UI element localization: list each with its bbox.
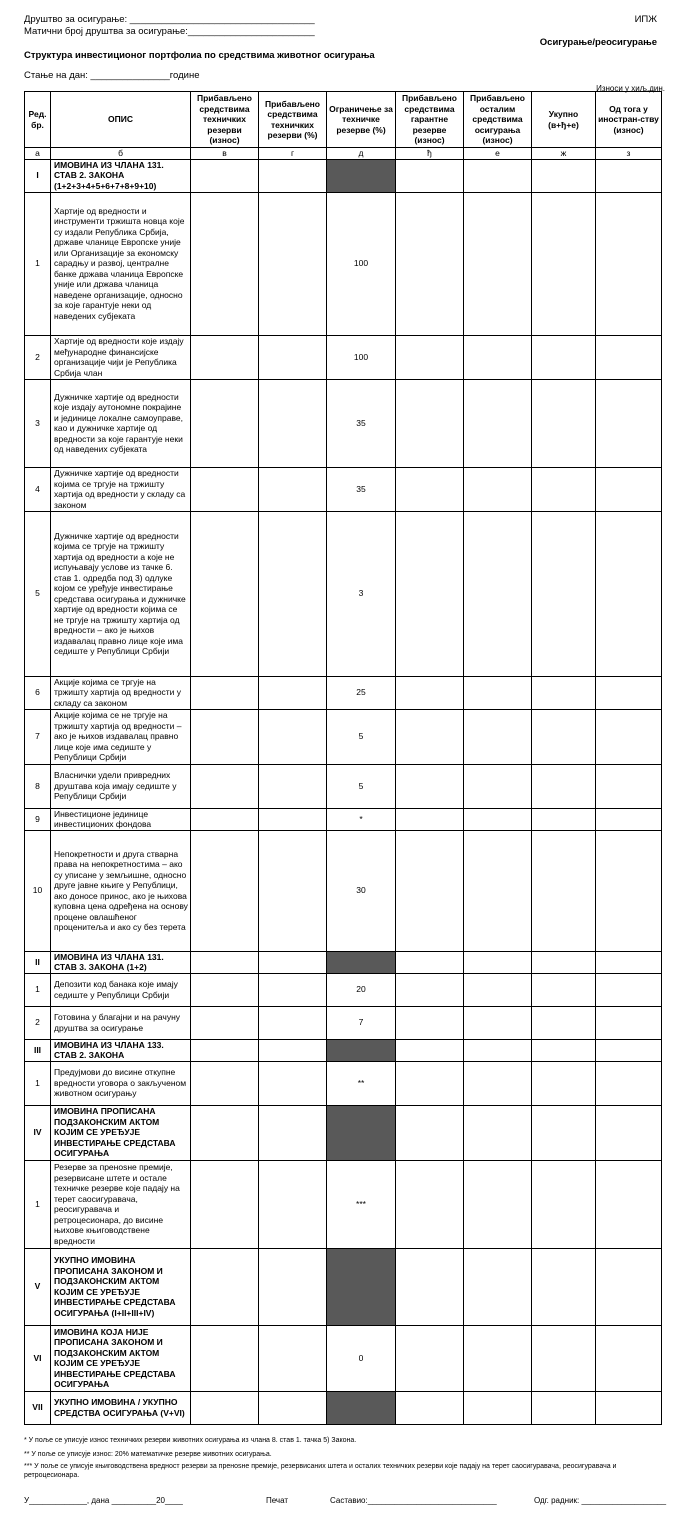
- col-header-description: ОПИС: [51, 92, 191, 148]
- row-number: 8: [25, 764, 51, 808]
- amount-input-cell[interactable]: [596, 1325, 662, 1391]
- col-header-tech-reserve-amount: Прибављено средствима техничких резерви (износ): [191, 92, 259, 148]
- amount-input-cell[interactable]: [532, 676, 596, 709]
- amount-input-cell[interactable]: [464, 1061, 532, 1105]
- row-number: 2: [25, 1006, 51, 1039]
- amount-input-cell[interactable]: [259, 1105, 327, 1160]
- limit-percent-cell: *: [327, 808, 396, 830]
- amount-input-cell[interactable]: [464, 951, 532, 973]
- amount-input-cell[interactable]: [259, 1039, 327, 1061]
- table-row: [25, 1006, 662, 1039]
- col-header-other-funds-amount: Прибављено осталим средствима осигурања (износ): [464, 92, 532, 148]
- amount-input-cell[interactable]: [396, 676, 464, 709]
- limit-percent-cell: 3: [327, 511, 396, 676]
- section-row: [25, 951, 662, 973]
- company-name-line: Друштво за осигурање: ___________________________________: [24, 14, 315, 25]
- amount-input-cell[interactable]: [532, 1160, 596, 1248]
- row-number: II: [25, 951, 51, 973]
- amount-input-cell[interactable]: [596, 192, 662, 335]
- amount-input-cell[interactable]: [596, 1248, 662, 1325]
- amount-input-cell[interactable]: [191, 951, 259, 973]
- amount-input-cell[interactable]: [532, 511, 596, 676]
- amount-input-cell[interactable]: [596, 808, 662, 830]
- amount-input-cell[interactable]: [259, 1391, 327, 1424]
- row-number: I: [25, 159, 51, 192]
- amount-input-cell[interactable]: [464, 709, 532, 764]
- section-row: [25, 1105, 662, 1160]
- row-description: Предујмови до висине откупне вредности уговора о закљученом животном осигурању: [51, 1061, 191, 1105]
- amount-input-cell[interactable]: [464, 1248, 532, 1325]
- amount-input-cell[interactable]: [259, 1061, 327, 1105]
- amount-input-cell[interactable]: [596, 709, 662, 764]
- amount-input-cell[interactable]: [396, 973, 464, 1006]
- amount-units-note: Износи у хиљ.дин.: [596, 84, 665, 93]
- amount-input-cell[interactable]: [596, 973, 662, 1006]
- amount-input-cell[interactable]: [191, 467, 259, 511]
- row-description: Власнички удели привредних друштава која имају седиште у Републици Србији: [51, 764, 191, 808]
- table-row: [25, 379, 662, 467]
- amount-input-cell[interactable]: [259, 709, 327, 764]
- footnote-2: ** У поље се уписује износ: 20% математичке резерве животних осигурања.: [24, 1451, 272, 1458]
- col-header-limit-pct: Ограничење за техничке резерве (%): [327, 92, 396, 148]
- amount-input-cell[interactable]: [191, 1039, 259, 1061]
- amount-input-cell[interactable]: [464, 467, 532, 511]
- amount-input-cell[interactable]: [396, 467, 464, 511]
- amount-input-cell[interactable]: [596, 1391, 662, 1424]
- footnote-3: *** У поље се уписује књиговодствена вредност резерви за пренosне премије, резервисаних штета и осталих техничких резерви које падају на терет саосигуравача, реосигуравача и ретроцесионара.: [24, 1463, 617, 1479]
- form-title: Структура инвестиционог портфолиа по средствима животног осигурања: [24, 50, 375, 61]
- amount-input-cell[interactable]: [259, 379, 327, 467]
- row-description: Акције којима се тргује на тржишту хартија од вредности у складу са законом: [51, 676, 191, 709]
- amount-input-cell[interactable]: [396, 379, 464, 467]
- row-number: 4: [25, 467, 51, 511]
- limit-percent-cell: [327, 1391, 396, 1424]
- amount-input-cell[interactable]: [191, 709, 259, 764]
- section-row: [25, 1248, 662, 1325]
- amount-input-cell[interactable]: [259, 335, 327, 379]
- amount-input-cell[interactable]: [464, 1391, 532, 1424]
- amount-input-cell[interactable]: [596, 335, 662, 379]
- row-number: 1: [25, 1160, 51, 1248]
- amount-input-cell[interactable]: [191, 511, 259, 676]
- amount-input-cell[interactable]: [464, 379, 532, 467]
- amount-input-cell[interactable]: [191, 808, 259, 830]
- amount-input-cell[interactable]: [532, 808, 596, 830]
- amount-input-cell[interactable]: [396, 1006, 464, 1039]
- row-description: УКУПНО ИМОВИНА / УКУПНО СРЕДСТВА ОСИГУРАЊА (V+VI): [51, 1391, 191, 1424]
- amount-input-cell[interactable]: [191, 1105, 259, 1160]
- amount-input-cell[interactable]: [396, 335, 464, 379]
- column-letter: в: [191, 148, 259, 160]
- section-row: [25, 1391, 662, 1424]
- amount-input-cell[interactable]: [464, 1105, 532, 1160]
- amount-input-cell[interactable]: [396, 1061, 464, 1105]
- portfolio-structure-table: [24, 91, 662, 1425]
- row-description: ИМОВИНА ПРОПИСАНА ПОДЗАКОНСКИМ АКТОМ КОЈИМ СЕ УРЕЂУЈЕ ИНВЕСТИРАЊЕ СРЕДСТАВА ОСИГУРАЊА: [51, 1105, 191, 1160]
- row-number: 9: [25, 808, 51, 830]
- row-number: 3: [25, 379, 51, 467]
- amount-input-cell[interactable]: [259, 830, 327, 951]
- row-description: Непокретности и друга стварна права на непокретностима – ако су уписане у земљишне, односно друге јавне књиге у Републици, ако доносе принос, ако је њихова куповна цена одређена на основу процене овлашћеног проценитеља и ако су без терета: [51, 830, 191, 951]
- row-number: 1: [25, 192, 51, 335]
- amount-input-cell[interactable]: [532, 709, 596, 764]
- reporting-date-line: Стање на дан: _______________године: [24, 70, 200, 81]
- amount-input-cell[interactable]: [596, 676, 662, 709]
- column-letter: г: [259, 148, 327, 160]
- amount-input-cell[interactable]: [396, 808, 464, 830]
- amount-input-cell[interactable]: [396, 951, 464, 973]
- table-row: [25, 676, 662, 709]
- amount-input-cell[interactable]: [191, 1160, 259, 1248]
- amount-input-cell[interactable]: [596, 830, 662, 951]
- amount-input-cell[interactable]: [396, 1248, 464, 1325]
- amount-input-cell[interactable]: [191, 192, 259, 335]
- table-row: [25, 830, 662, 951]
- column-letter: а: [25, 148, 51, 160]
- amount-input-cell[interactable]: [464, 192, 532, 335]
- limit-percent-cell: [327, 159, 396, 192]
- compiled-by-line: Саставио:_____________________________: [330, 1496, 497, 1505]
- amount-input-cell[interactable]: [259, 1160, 327, 1248]
- amount-input-cell[interactable]: [596, 467, 662, 511]
- column-letter: з: [596, 148, 662, 160]
- amount-input-cell[interactable]: [191, 379, 259, 467]
- amount-input-cell[interactable]: [596, 159, 662, 192]
- amount-input-cell[interactable]: [464, 973, 532, 1006]
- amount-input-cell[interactable]: [532, 467, 596, 511]
- amount-input-cell[interactable]: [396, 1325, 464, 1391]
- limit-percent-cell: [327, 1039, 396, 1061]
- amount-input-cell[interactable]: [596, 1039, 662, 1061]
- table-row: [25, 808, 662, 830]
- table-row: [25, 709, 662, 764]
- amount-input-cell[interactable]: [532, 379, 596, 467]
- row-number: 1: [25, 1061, 51, 1105]
- place-date-line: У_____________, дана __________20____: [24, 1496, 183, 1505]
- limit-percent-cell: 5: [327, 709, 396, 764]
- amount-input-cell[interactable]: [532, 1006, 596, 1039]
- amount-input-cell[interactable]: [532, 1039, 596, 1061]
- amount-input-cell[interactable]: [396, 709, 464, 764]
- table-row: [25, 467, 662, 511]
- amount-input-cell[interactable]: [532, 335, 596, 379]
- row-description: ИМОВИНА ИЗ ЧЛАНА 131. СТАВ 3. ЗАКОНА (1+2): [51, 951, 191, 973]
- amount-input-cell[interactable]: [464, 1160, 532, 1248]
- row-description: Депозити код банака које имају седиште у Републици Србији: [51, 973, 191, 1006]
- amount-input-cell[interactable]: [464, 1325, 532, 1391]
- footnote-1: * У поље се уписује износ техничких резерви животних осигурања из члана 8. став 1. тачка 5) Закона.: [24, 1437, 357, 1444]
- amount-input-cell[interactable]: [259, 1248, 327, 1325]
- amount-input-cell[interactable]: [532, 764, 596, 808]
- column-letter: ђ: [396, 148, 464, 160]
- amount-input-cell[interactable]: [259, 808, 327, 830]
- amount-input-cell[interactable]: [596, 1160, 662, 1248]
- amount-input-cell[interactable]: [191, 1006, 259, 1039]
- row-number: 7: [25, 709, 51, 764]
- table-row: [25, 764, 662, 808]
- limit-percent-cell: [327, 951, 396, 973]
- row-description: Резерве за пренosне премије, резервисане штете и остале техничке резерве које падају на терет саосигуравача, реосигуравача и ретроцесионара, до висине њихове књиговодствене вредности: [51, 1160, 191, 1248]
- amount-input-cell[interactable]: [259, 973, 327, 1006]
- amount-input-cell[interactable]: [191, 764, 259, 808]
- row-description: Дужничке хартије од вредности које издају аутономне покрајине и јединице локалне самоуправе, као и дужничке хартије од вредности за које гарантује неки од наведених субјеката: [51, 379, 191, 467]
- row-description: Инвестиционе јединице инвестиционих фондова: [51, 808, 191, 830]
- row-number: 5: [25, 511, 51, 676]
- amount-input-cell[interactable]: [259, 511, 327, 676]
- col-header-foreign-amount: Од тога у иностран-ству (износ): [596, 92, 662, 148]
- amount-input-cell[interactable]: [532, 951, 596, 973]
- table-row: [25, 973, 662, 1006]
- row-number: V: [25, 1248, 51, 1325]
- column-letter-row: [25, 148, 662, 160]
- limit-percent-cell: 25: [327, 676, 396, 709]
- row-number: VI: [25, 1325, 51, 1391]
- amount-input-cell[interactable]: [396, 1105, 464, 1160]
- limit-percent-cell: 100: [327, 335, 396, 379]
- amount-input-cell[interactable]: [191, 676, 259, 709]
- amount-input-cell[interactable]: [464, 808, 532, 830]
- amount-input-cell[interactable]: [396, 830, 464, 951]
- amount-input-cell[interactable]: [396, 192, 464, 335]
- row-description: Готовина у благајни и на рачуну друштва за осигурање: [51, 1006, 191, 1039]
- amount-input-cell[interactable]: [191, 830, 259, 951]
- row-number: 10: [25, 830, 51, 951]
- amount-input-cell[interactable]: [464, 1006, 532, 1039]
- amount-input-cell[interactable]: [532, 973, 596, 1006]
- row-description: Дужничке хартије од вредности којима се тргује на тржишту хартија од вредности у складу са законом: [51, 467, 191, 511]
- amount-input-cell[interactable]: [396, 511, 464, 676]
- amount-input-cell[interactable]: [532, 1248, 596, 1325]
- section-row: [25, 1039, 662, 1061]
- row-description: ИМОВИНА КОЈА НИЈЕ ПРОПИСАНА ЗАКОНОМ И ПОДЗАКОНСКИМ АКТОМ КОЈИМ СЕ УРЕЂУЈЕ ИНВЕСТИРАЊЕ СРЕДСТАВА ОСИГУРАЊА: [51, 1325, 191, 1391]
- amount-input-cell[interactable]: [532, 192, 596, 335]
- limit-percent-cell: 30: [327, 830, 396, 951]
- section-row: [25, 159, 662, 192]
- amount-input-cell[interactable]: [464, 676, 532, 709]
- limit-percent-cell: 35: [327, 379, 396, 467]
- section-row: [25, 1325, 662, 1391]
- amount-input-cell[interactable]: [396, 1391, 464, 1424]
- column-letter: д: [327, 148, 396, 160]
- amount-input-cell[interactable]: [259, 1006, 327, 1039]
- limit-percent-cell: ***: [327, 1160, 396, 1248]
- amount-input-cell[interactable]: [596, 379, 662, 467]
- table-row: [25, 1061, 662, 1105]
- amount-input-cell[interactable]: [532, 1325, 596, 1391]
- row-number: 6: [25, 676, 51, 709]
- limit-percent-cell: 20: [327, 973, 396, 1006]
- limit-percent-cell: [327, 1105, 396, 1160]
- amount-input-cell[interactable]: [596, 951, 662, 973]
- amount-input-cell[interactable]: [464, 764, 532, 808]
- amount-input-cell[interactable]: [259, 467, 327, 511]
- amount-input-cell[interactable]: [532, 1061, 596, 1105]
- amount-input-cell[interactable]: [191, 1061, 259, 1105]
- amount-input-cell[interactable]: [259, 159, 327, 192]
- col-header-guarantee-reserve-amount: Прибављено средствима гарантне резерве (износ): [396, 92, 464, 148]
- amount-input-cell[interactable]: [396, 1160, 464, 1248]
- amount-input-cell[interactable]: [191, 1248, 259, 1325]
- amount-input-cell[interactable]: [464, 335, 532, 379]
- row-description: Дужничке хартије од вредности којима се тргује на тржишту хартија од вредности а које не испуњавају услове из тачке 6. став 1. одредба под 3) одлуке којом се уређује инвестирање средстава осигурања и дужничке хартије од вредности којима се не тргује на тржишту хартија од вредности – ако је њихов издавалац правно лице које има седиште у Републици Србији: [51, 511, 191, 676]
- table-row: [25, 335, 662, 379]
- limit-percent-cell: 100: [327, 192, 396, 335]
- amount-input-cell[interactable]: [464, 1039, 532, 1061]
- limit-percent-cell: **: [327, 1061, 396, 1105]
- amount-input-cell[interactable]: [596, 1061, 662, 1105]
- table-row: [25, 511, 662, 676]
- row-number: 2: [25, 335, 51, 379]
- amount-input-cell[interactable]: [532, 830, 596, 951]
- amount-input-cell[interactable]: [464, 159, 532, 192]
- limit-percent-cell: 7: [327, 1006, 396, 1039]
- amount-input-cell[interactable]: [259, 1325, 327, 1391]
- amount-input-cell[interactable]: [396, 1039, 464, 1061]
- amount-input-cell[interactable]: [532, 159, 596, 192]
- registration-number-line: Матични број друштва за осигурање:________________________: [24, 26, 315, 37]
- amount-input-cell[interactable]: [191, 1325, 259, 1391]
- col-header-total: Укупно (в+ђ+е): [532, 92, 596, 148]
- row-description: Акције којима се не тргује на тржишту хартија од вредности – ако је њихов издавалац правно лице које има седиште у Републици Србији: [51, 709, 191, 764]
- amount-input-cell[interactable]: [464, 511, 532, 676]
- column-letter: б: [51, 148, 191, 160]
- row-description: ИМОВИНА ИЗ ЧЛАНА 133. СТАВ 2. ЗАКОНА: [51, 1039, 191, 1061]
- amount-input-cell[interactable]: [532, 1105, 596, 1160]
- table-row: [25, 1160, 662, 1248]
- amount-input-cell[interactable]: [259, 676, 327, 709]
- amount-input-cell[interactable]: [596, 1105, 662, 1160]
- amount-input-cell[interactable]: [191, 159, 259, 192]
- header-row: [25, 92, 662, 148]
- table-row: [25, 192, 662, 335]
- form-code: ИПЖ: [634, 14, 657, 25]
- amount-input-cell[interactable]: [259, 192, 327, 335]
- row-number: VII: [25, 1391, 51, 1424]
- amount-input-cell[interactable]: [396, 159, 464, 192]
- amount-input-cell[interactable]: [191, 1391, 259, 1424]
- row-description: УКУПНО ИМОВИНА ПРОПИСАНА ЗАКОНОМ И ПОДЗАКОНСКИМ АКТОМ КОЈИМ СЕ УРЕЂУЈЕ ИНВЕСТИРАЊЕ СРЕДСТАВА ОСИГУРАЊА (I+II+III+IV): [51, 1248, 191, 1325]
- limit-percent-cell: 5: [327, 764, 396, 808]
- column-letter: ж: [532, 148, 596, 160]
- insurance-type-label: Осигурање/реосигурање: [539, 37, 657, 48]
- amount-input-cell[interactable]: [396, 764, 464, 808]
- amount-input-cell[interactable]: [191, 973, 259, 1006]
- limit-percent-cell: [327, 1248, 396, 1325]
- amount-input-cell[interactable]: [596, 764, 662, 808]
- amount-input-cell[interactable]: [596, 511, 662, 676]
- amount-input-cell[interactable]: [259, 764, 327, 808]
- row-number: IV: [25, 1105, 51, 1160]
- row-number: 1: [25, 973, 51, 1006]
- amount-input-cell[interactable]: [259, 951, 327, 973]
- amount-input-cell[interactable]: [532, 1391, 596, 1424]
- amount-input-cell[interactable]: [191, 335, 259, 379]
- amount-input-cell[interactable]: [596, 1006, 662, 1039]
- row-number: III: [25, 1039, 51, 1061]
- row-description: ИМОВИНА ИЗ ЧЛАНА 131. СТАВ 2. ЗАКОНА (1+2+3+4+5+6+7+8+9+10): [51, 159, 191, 192]
- limit-percent-cell: 35: [327, 467, 396, 511]
- responsible-person-line: Одг. радник: ___________________: [534, 1496, 667, 1505]
- col-header-tech-reserve-pct: Прибављено средствима техничких резерви (%): [259, 92, 327, 148]
- row-description: Хартије од вредности које издају међународне финансијске организације чији је Република Србија члан: [51, 335, 191, 379]
- amount-input-cell[interactable]: [464, 830, 532, 951]
- row-description: Хартије од вредности и инструменти тржишта новца које су издали Република Србија, државе чланице Европске уније или Организације за економску сарадњу и развој, централне банке држава чланица Европске уније или држава чланица наведене организације, односно за које гарантује неки од наведених субјеката: [51, 192, 191, 335]
- limit-percent-cell: 0: [327, 1325, 396, 1391]
- column-letter: е: [464, 148, 532, 160]
- col-header-no: Ред. бр.: [25, 92, 51, 148]
- stamp-label: Печат: [266, 1496, 289, 1505]
